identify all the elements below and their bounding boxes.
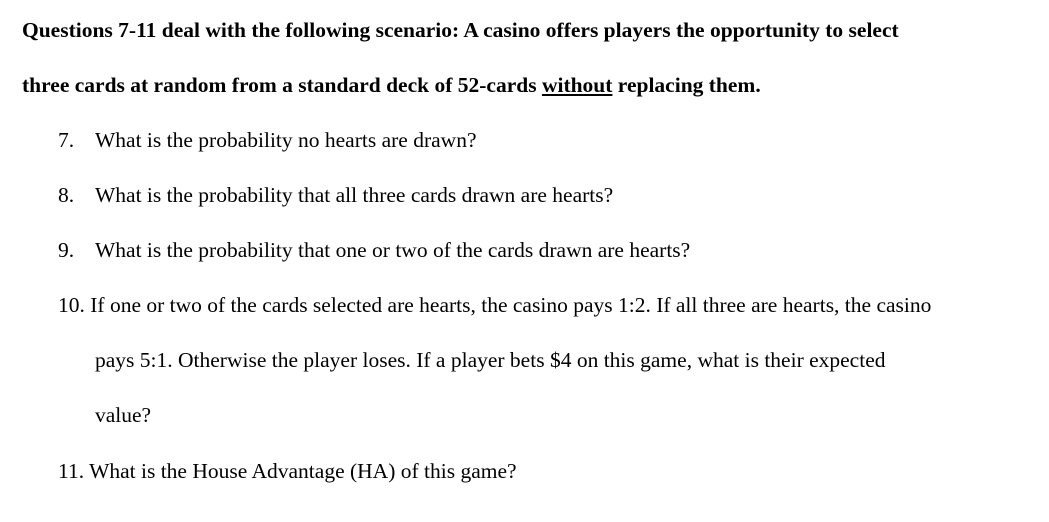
question-11 xyxy=(58,458,517,484)
question-10 xyxy=(58,292,931,318)
question-number: 9. xyxy=(58,238,75,262)
scenario-heading-text-2b: replacing them. xyxy=(612,73,761,97)
question-8 xyxy=(58,182,613,208)
question-text: What is the probability that one or two of the cards drawn are hearts? xyxy=(95,238,691,262)
question-7 xyxy=(58,127,477,153)
underlined-without: without xyxy=(541,73,613,97)
question-number: 10. xyxy=(58,293,85,317)
question-number: 8. xyxy=(58,183,75,207)
scenario-heading-text-2a: three cards at random from a standard deck of 52-cards xyxy=(22,73,542,97)
question-text: What is the House Advantage (HA) of this game? xyxy=(84,459,517,483)
question-text-line-1: If one or two of the cards selected are hearts, the casino pays 1:2. If all three are hearts, the casino xyxy=(84,293,932,317)
question-text: What is the probability that all three cards drawn are hearts? xyxy=(95,183,614,207)
question-10-continuation-2 xyxy=(95,402,151,428)
question-number: 7. xyxy=(58,128,75,152)
question-9 xyxy=(58,237,690,263)
question-10-continuation-1 xyxy=(95,347,886,373)
question-text-line-3: value? xyxy=(95,403,152,427)
question-number: 11. xyxy=(58,459,85,483)
scenario-heading-line-2 xyxy=(22,72,761,98)
question-text-line-2: pays 5:1. Otherwise the player loses. If a player bets $4 on this game, what is their expected xyxy=(95,348,886,372)
scenario-heading-line-1 xyxy=(22,17,899,43)
question-text: What is the probability no hearts are drawn? xyxy=(95,128,477,152)
scenario-heading-text-1: Questions 7-11 deal with the following scenario: A casino offers players the opportunity to select xyxy=(22,18,899,42)
